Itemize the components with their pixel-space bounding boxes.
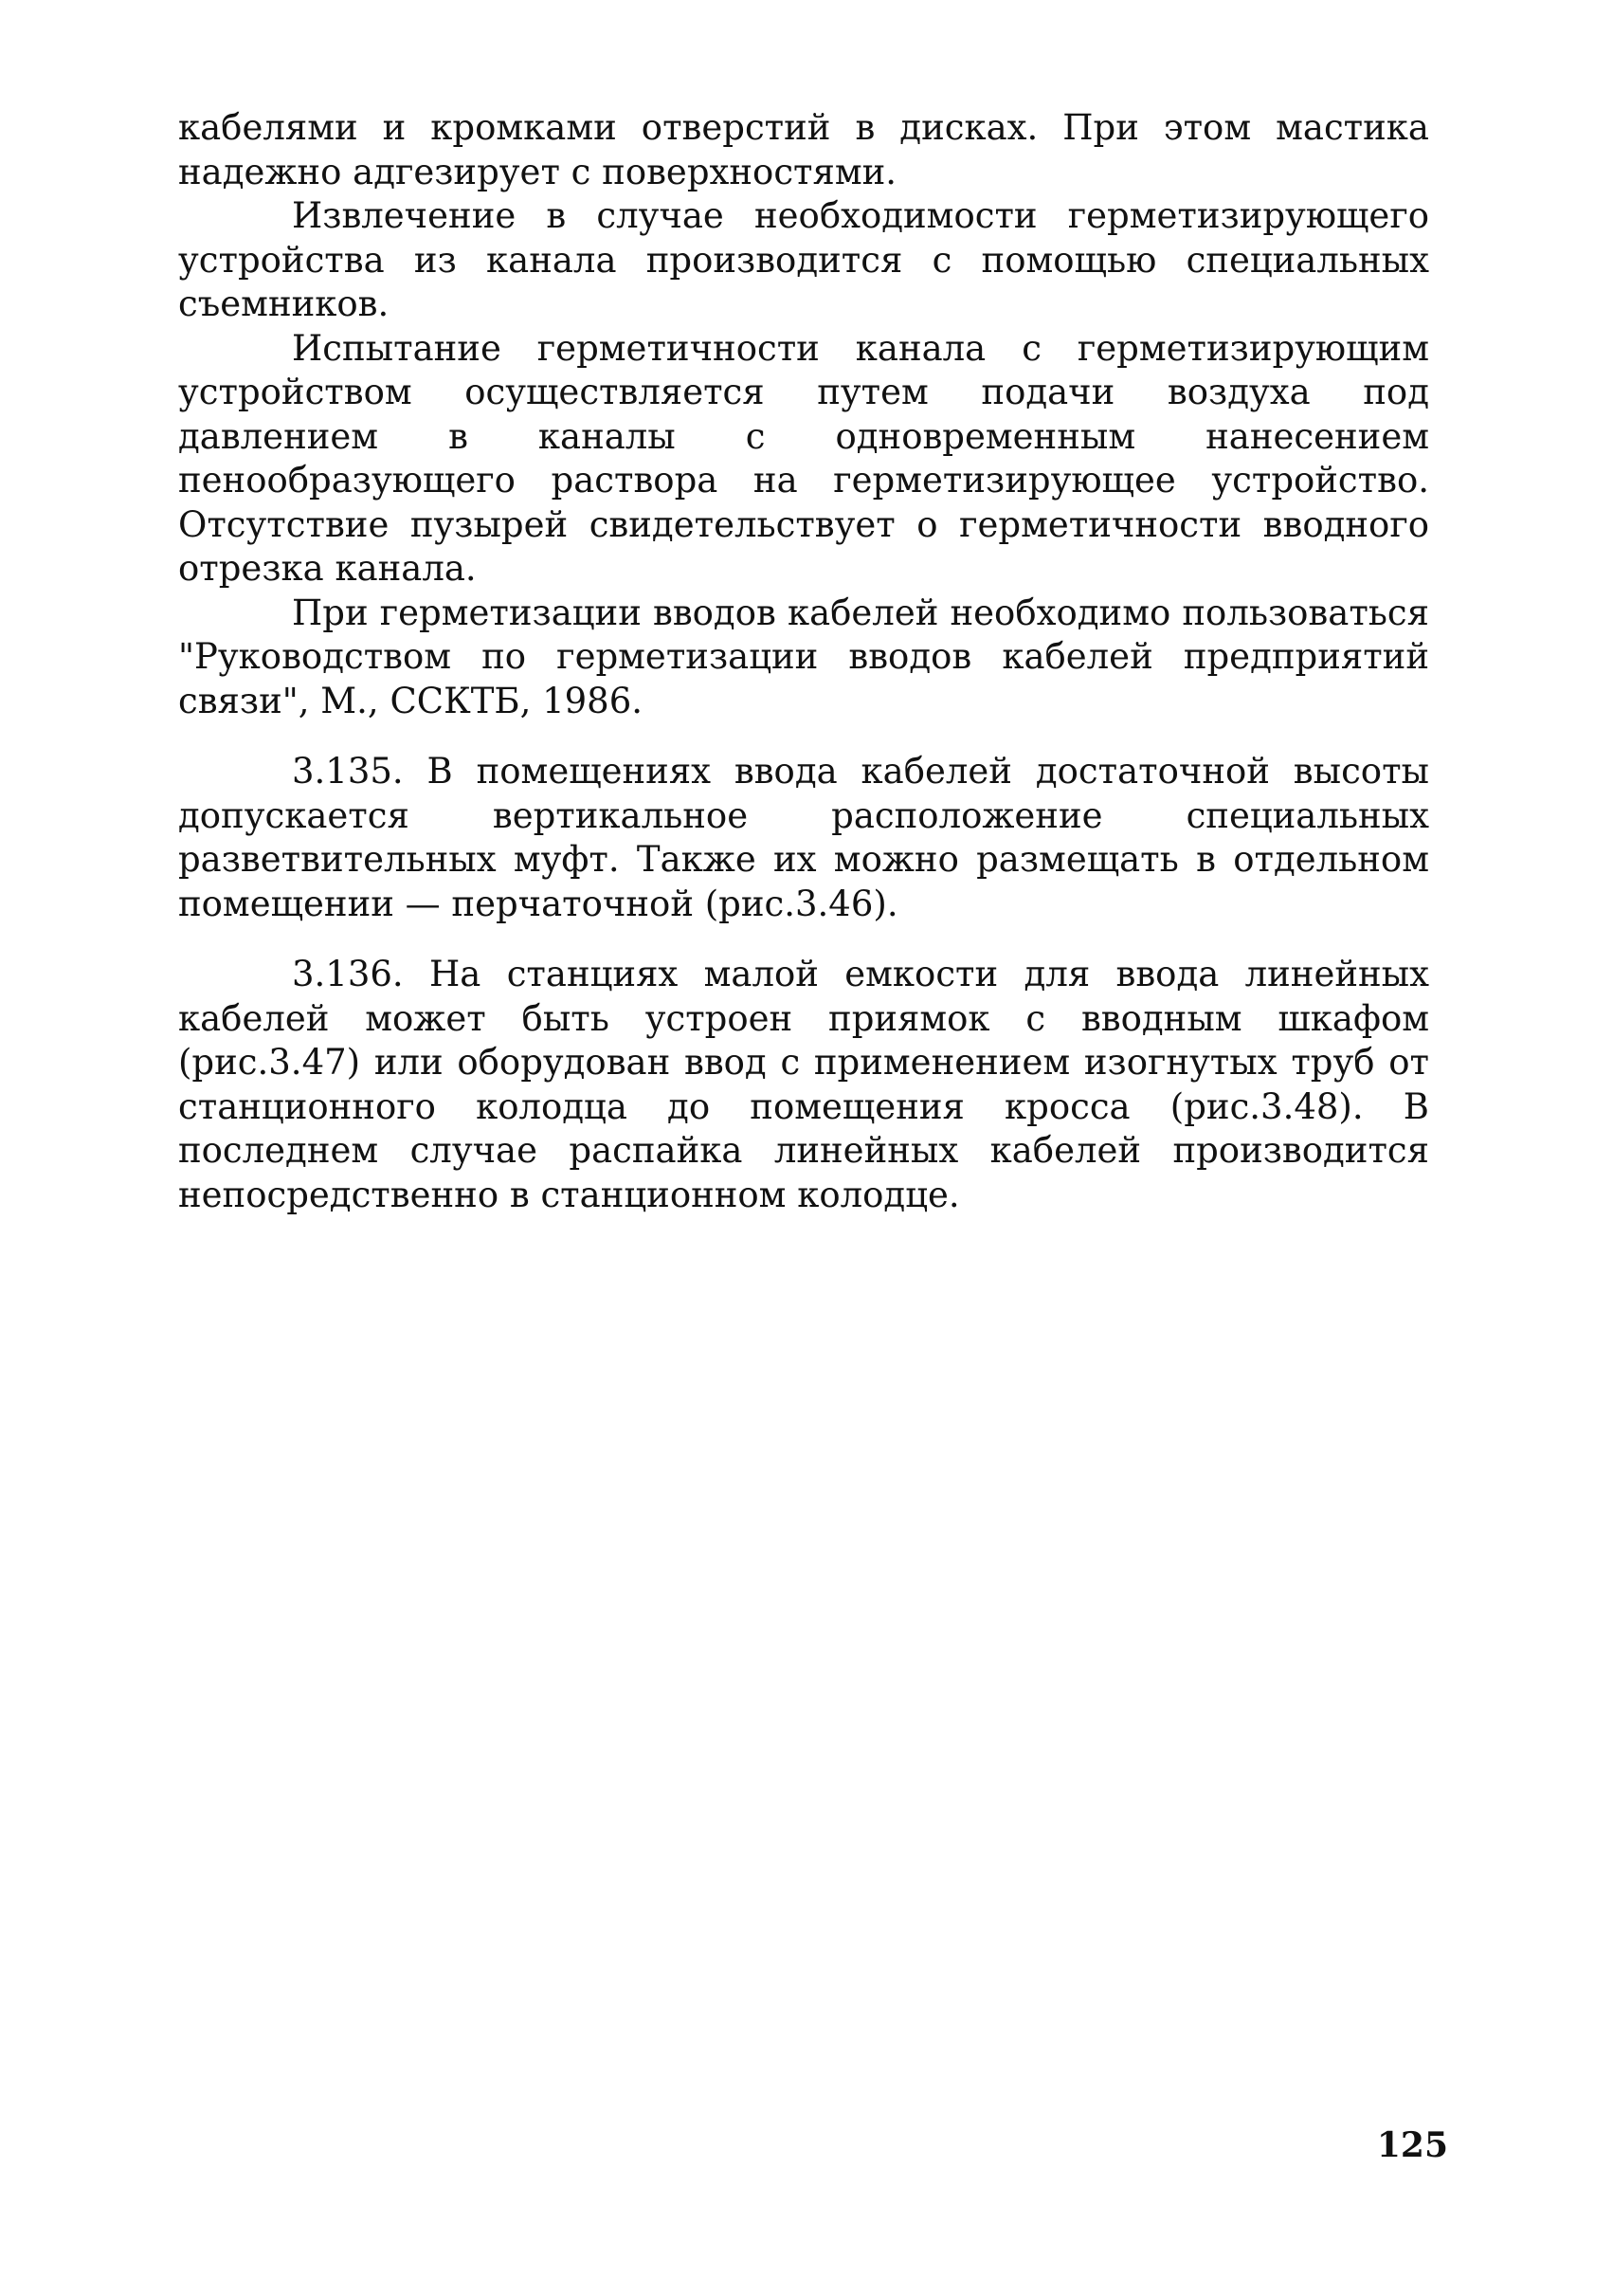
paragraph-continuation: кабелями и кромками отверстий в дисках. При этом мастика надежно адгезирует с поверхностями. [178,107,1429,192]
paragraph-3-136: 3.136. На станциях малой емкости для ввода линейных кабелей может быть устроен приямок с вводным шкафом (рис.3.47) или оборудован ввод с применением изогнутых труб от станционного колодца до помещения кросса (рис.3.48). В последнем случае распайка линейных кабелей производится непосредственно в станционном колодце. [178,954,1429,1215]
body-text [178,106,1429,1217]
paragraph-extraction: Извлечение в случае необходимости герметизирующего устройства из канала производится с помощью специальных съемников. [178,195,1429,324]
page-number: 125 [1376,2125,1448,2165]
paragraph-sealing-guide: При герметизации вводов кабелей необходимо пользоваться "Руководством по герметизации вводов кабелей предприятий связи", М., ССКТБ, 1986. [178,592,1429,721]
paragraph-3-135: 3.135. В помещениях ввода кабелей достаточной высоты допускается вертикальное расположение специальных разветвительных муфт. Также их можно размещать в отдельном помещении — перчаточной (рис.3.46). [178,751,1429,924]
paragraph-tightness-test: Испытание герметичности канала с герметизирующим устройством осуществляется путем подачи воздуха под давлением в каналы с одновременным нанесением пенообразующего раствора на герметизирующее устройство. Отсутствие пузырей свидетельствует о герметичности вводного отрезка канала. [178,327,1429,589]
